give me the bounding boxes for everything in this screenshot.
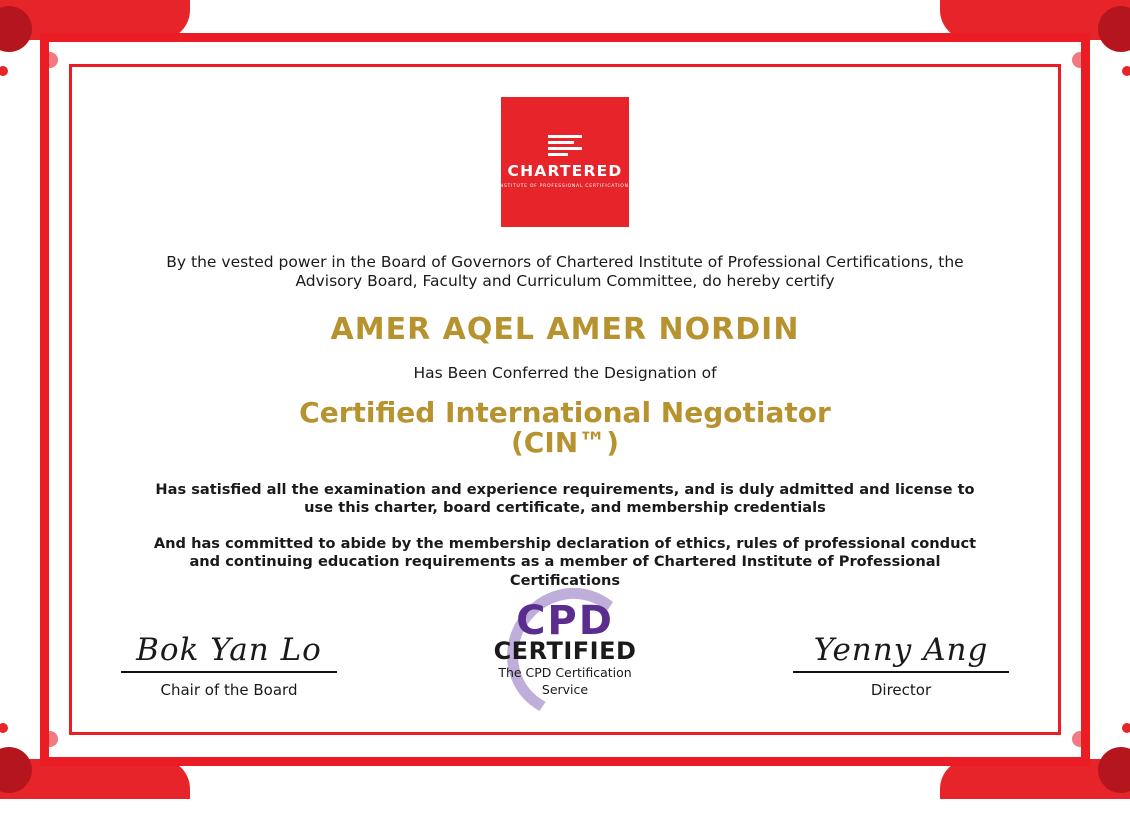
cpd-service-line-2: Service bbox=[541, 681, 589, 697]
designation-title: Certified International Negotiator bbox=[299, 396, 831, 430]
signature-block-chair bbox=[109, 634, 349, 699]
intro-text: By the vested power in the Board of Governors of Chartered Institute of Professional Certifications, the Advisory Board, Faculty and Curriculum Committee, do hereby certify bbox=[166, 253, 964, 290]
certificate-content bbox=[69, 64, 1061, 735]
designation-block bbox=[109, 398, 1021, 458]
designation-abbreviation: (CIN™) bbox=[511, 426, 619, 460]
signature-block-director bbox=[781, 634, 1021, 699]
logo-subtitle: INSTITUTE OF PROFESSIONAL CERTIFICATIONS bbox=[497, 184, 633, 190]
signature-title-chair: Chair of the Board bbox=[160, 681, 298, 699]
cpd-letters: CPD bbox=[516, 598, 614, 645]
signature-director: Yenny Ang bbox=[813, 632, 989, 669]
logo-wordmark: CHARTERED bbox=[507, 161, 623, 180]
signature-chair: Bok Yan Lo bbox=[136, 632, 322, 669]
signature-title-director: Director bbox=[870, 681, 932, 699]
cpd-certified-label: CERTIFIED bbox=[493, 637, 637, 666]
signature-row bbox=[109, 598, 1021, 699]
conferred-label: Has Been Conferred the Designation of bbox=[413, 364, 717, 383]
recipient-name: AMER AQEL AMER NORDIN bbox=[330, 312, 800, 348]
chartered-logo bbox=[497, 97, 633, 227]
signature-line-chair bbox=[121, 671, 337, 673]
chartered-logo-icon bbox=[548, 135, 582, 157]
paragraph-requirements: Has satisfied all the examination and experience requirements, and is duly admitted and license to use this charter, board certificate, and membership credentials bbox=[155, 480, 975, 516]
paragraph-ethics: And has committed to abide by the membership declaration of ethics, rules of professional conduct and continuing education requirements as a member of Chartered Institute of Professional Certifications bbox=[153, 535, 977, 589]
cpd-service-line-1: The CPD Certification bbox=[498, 665, 632, 681]
signature-line-director bbox=[793, 671, 1009, 673]
cpd-certified-badge bbox=[490, 598, 640, 699]
